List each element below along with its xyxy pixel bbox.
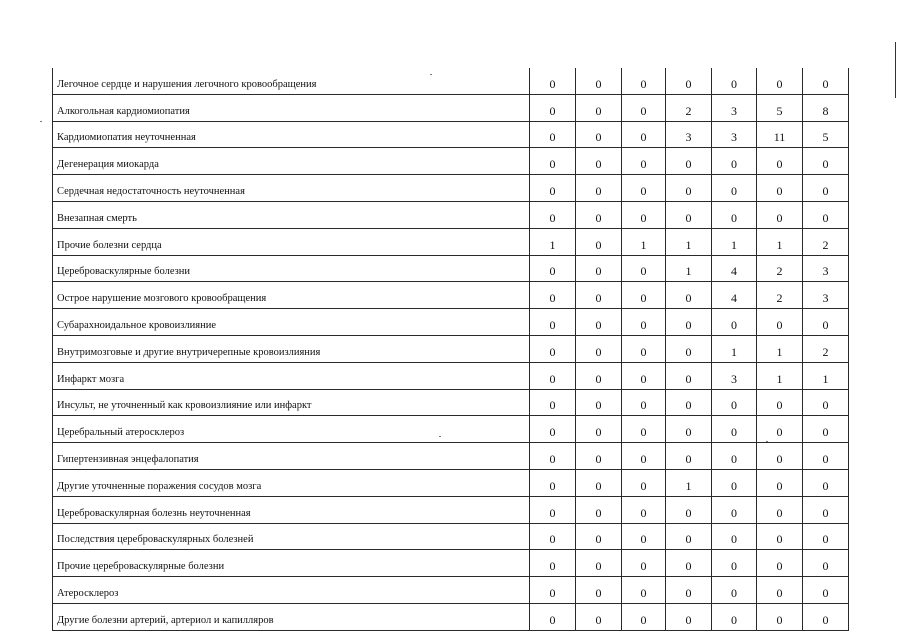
value-cell: 0 xyxy=(666,148,712,175)
value-cell: 0 xyxy=(576,309,622,336)
value-cell: 0 xyxy=(530,68,576,94)
row-label: Атеросклероз xyxy=(53,577,530,604)
value-cell: 0 xyxy=(666,335,712,362)
value-cell: 0 xyxy=(530,94,576,121)
value-cell: 0 xyxy=(757,389,803,416)
value-cell: 0 xyxy=(576,121,622,148)
value-cell: 1 xyxy=(712,228,757,255)
value-cell: 3 xyxy=(712,121,757,148)
scan-speck xyxy=(40,121,42,122)
row-label: Последствия цереброваскулярных болезней xyxy=(53,523,530,550)
value-cell: 1 xyxy=(666,228,712,255)
value-cell: 0 xyxy=(666,496,712,523)
value-cell: 0 xyxy=(530,523,576,550)
value-cell: 11 xyxy=(757,121,803,148)
table-row xyxy=(53,389,849,416)
value-cell: 0 xyxy=(622,550,666,577)
value-cell: 0 xyxy=(622,309,666,336)
value-cell: 3 xyxy=(712,362,757,389)
value-cell: 0 xyxy=(712,469,757,496)
margin-mark xyxy=(895,42,896,98)
table-row xyxy=(53,255,849,282)
value-cell: 2 xyxy=(803,335,849,362)
value-cell: 0 xyxy=(666,416,712,443)
value-cell: 3 xyxy=(712,94,757,121)
value-cell: 0 xyxy=(757,603,803,630)
value-cell: 0 xyxy=(576,550,622,577)
value-cell: 1 xyxy=(803,362,849,389)
row-label: Внезапная смерть xyxy=(53,201,530,228)
row-label: Цереброваскулярные болезни xyxy=(53,255,530,282)
table-row xyxy=(53,68,849,94)
value-cell: 0 xyxy=(666,201,712,228)
value-cell: 0 xyxy=(757,68,803,94)
value-cell: 0 xyxy=(576,389,622,416)
table-row xyxy=(53,550,849,577)
value-cell: 0 xyxy=(757,309,803,336)
value-cell: 0 xyxy=(803,416,849,443)
value-cell: 2 xyxy=(803,228,849,255)
value-cell: 4 xyxy=(712,255,757,282)
value-cell: 0 xyxy=(530,282,576,309)
value-cell: 0 xyxy=(803,443,849,470)
value-cell: 0 xyxy=(530,121,576,148)
table-row xyxy=(53,443,849,470)
value-cell: 0 xyxy=(803,389,849,416)
table-row xyxy=(53,175,849,202)
value-cell: 4 xyxy=(712,282,757,309)
row-label: Инфаркт мозга xyxy=(53,362,530,389)
value-cell: 0 xyxy=(757,496,803,523)
value-cell: 0 xyxy=(666,443,712,470)
value-cell: 5 xyxy=(803,121,849,148)
value-cell: 0 xyxy=(622,148,666,175)
table-row xyxy=(53,603,849,630)
value-cell: 0 xyxy=(622,282,666,309)
row-label: Дегенерация миокарда xyxy=(53,148,530,175)
value-cell: 0 xyxy=(622,603,666,630)
value-cell: 0 xyxy=(666,523,712,550)
value-cell: 0 xyxy=(576,94,622,121)
value-cell: 0 xyxy=(530,469,576,496)
table-row xyxy=(53,335,849,362)
value-cell: 0 xyxy=(576,416,622,443)
value-cell: 0 xyxy=(712,523,757,550)
value-cell: 0 xyxy=(757,148,803,175)
value-cell: 0 xyxy=(666,389,712,416)
value-cell: 0 xyxy=(622,416,666,443)
table-row xyxy=(53,228,849,255)
value-cell: 0 xyxy=(576,577,622,604)
value-cell: 1 xyxy=(757,362,803,389)
value-cell: 0 xyxy=(576,469,622,496)
value-cell: 1 xyxy=(757,228,803,255)
table-row xyxy=(53,523,849,550)
table-row xyxy=(53,309,849,336)
value-cell: 0 xyxy=(622,68,666,94)
value-cell: 0 xyxy=(530,175,576,202)
value-cell: 0 xyxy=(576,603,622,630)
mortality-table xyxy=(52,68,849,631)
value-cell: 0 xyxy=(712,201,757,228)
value-cell: 3 xyxy=(666,121,712,148)
value-cell: 0 xyxy=(576,228,622,255)
value-cell: 0 xyxy=(803,523,849,550)
row-label: Инсульт, не уточненный как кровоизлияние или инфаркт xyxy=(53,389,530,416)
value-cell: 0 xyxy=(576,148,622,175)
value-cell: 0 xyxy=(757,201,803,228)
value-cell: 1 xyxy=(622,228,666,255)
value-cell: 0 xyxy=(530,335,576,362)
value-cell: 2 xyxy=(757,282,803,309)
value-cell: 2 xyxy=(666,94,712,121)
value-cell: 0 xyxy=(622,577,666,604)
value-cell: 0 xyxy=(803,496,849,523)
table-row xyxy=(53,362,849,389)
value-cell: 1 xyxy=(666,255,712,282)
value-cell: 0 xyxy=(576,443,622,470)
value-cell: 0 xyxy=(530,148,576,175)
row-label: Сердечная недостаточность неуточненная xyxy=(53,175,530,202)
value-cell: 3 xyxy=(803,282,849,309)
value-cell: 0 xyxy=(757,523,803,550)
row-label: Легочное сердце и нарушения легочного кровообращения xyxy=(53,68,530,94)
table-body xyxy=(53,68,849,630)
value-cell: 1 xyxy=(757,335,803,362)
value-cell: 8 xyxy=(803,94,849,121)
table-row xyxy=(53,94,849,121)
value-cell: 5 xyxy=(757,94,803,121)
value-cell: 0 xyxy=(757,550,803,577)
value-cell: 0 xyxy=(666,282,712,309)
value-cell: 0 xyxy=(712,550,757,577)
value-cell: 0 xyxy=(622,469,666,496)
value-cell: 3 xyxy=(803,255,849,282)
value-cell: 0 xyxy=(530,362,576,389)
value-cell: 0 xyxy=(622,201,666,228)
table-row xyxy=(53,496,849,523)
value-cell: 0 xyxy=(666,550,712,577)
scan-speck xyxy=(439,436,441,437)
value-cell: 1 xyxy=(712,335,757,362)
row-label: Кардиомиопатия неуточненная xyxy=(53,121,530,148)
value-cell: 2 xyxy=(757,255,803,282)
table-row xyxy=(53,577,849,604)
value-cell: 0 xyxy=(530,309,576,336)
value-cell: 0 xyxy=(622,121,666,148)
value-cell: 0 xyxy=(530,201,576,228)
value-cell: 0 xyxy=(712,443,757,470)
value-cell: 0 xyxy=(803,68,849,94)
row-label: Алкогольная кардиомиопатия xyxy=(53,94,530,121)
value-cell: 0 xyxy=(666,175,712,202)
value-cell: 0 xyxy=(530,443,576,470)
row-label: Острое нарушение мозгового кровообращения xyxy=(53,282,530,309)
row-label: Внутримозговые и другие внутричерепные кровоизлияния xyxy=(53,335,530,362)
value-cell: 0 xyxy=(622,523,666,550)
value-cell: 0 xyxy=(712,309,757,336)
table-row xyxy=(53,201,849,228)
value-cell: 0 xyxy=(803,577,849,604)
value-cell: 0 xyxy=(803,148,849,175)
scan-speck xyxy=(430,74,432,75)
value-cell: 0 xyxy=(712,389,757,416)
value-cell: 0 xyxy=(530,389,576,416)
value-cell: 0 xyxy=(576,523,622,550)
value-cell: 0 xyxy=(757,175,803,202)
value-cell: 0 xyxy=(712,68,757,94)
value-cell: 0 xyxy=(576,496,622,523)
value-cell: 0 xyxy=(622,443,666,470)
value-cell: 0 xyxy=(530,255,576,282)
row-label: Другие болезни артерий, артериол и капилляров xyxy=(53,603,530,630)
value-cell: 0 xyxy=(757,469,803,496)
value-cell: 0 xyxy=(530,577,576,604)
table-row xyxy=(53,282,849,309)
table-row xyxy=(53,416,849,443)
row-label: Прочие болезни сердца xyxy=(53,228,530,255)
value-cell: 0 xyxy=(712,175,757,202)
value-cell: 0 xyxy=(576,335,622,362)
value-cell: 0 xyxy=(576,175,622,202)
table-row xyxy=(53,469,849,496)
value-cell: 1 xyxy=(666,469,712,496)
table-row xyxy=(53,121,849,148)
value-cell: 0 xyxy=(803,201,849,228)
table-row xyxy=(53,148,849,175)
row-label: Субарахноидальное кровоизлияние xyxy=(53,309,530,336)
value-cell: 0 xyxy=(530,550,576,577)
value-cell: 0 xyxy=(757,443,803,470)
value-cell: 0 xyxy=(576,201,622,228)
row-label: Гипертензивная энцефалопатия xyxy=(53,443,530,470)
value-cell: 0 xyxy=(712,148,757,175)
value-cell: 0 xyxy=(803,309,849,336)
value-cell: 0 xyxy=(803,469,849,496)
value-cell: 0 xyxy=(666,68,712,94)
value-cell: 0 xyxy=(622,255,666,282)
value-cell: 0 xyxy=(666,362,712,389)
value-cell: 0 xyxy=(666,603,712,630)
value-cell: 0 xyxy=(622,94,666,121)
value-cell: 0 xyxy=(712,577,757,604)
value-cell: 0 xyxy=(576,282,622,309)
value-cell: 0 xyxy=(803,603,849,630)
value-cell: 1 xyxy=(530,228,576,255)
value-cell: 0 xyxy=(712,603,757,630)
value-cell: 0 xyxy=(622,389,666,416)
row-label: Церебральный атеросклероз xyxy=(53,416,530,443)
value-cell: 0 xyxy=(803,550,849,577)
value-cell: 0 xyxy=(530,496,576,523)
value-cell: 0 xyxy=(530,416,576,443)
value-cell: 0 xyxy=(622,496,666,523)
value-cell: 0 xyxy=(576,68,622,94)
value-cell: 0 xyxy=(757,416,803,443)
value-cell: 0 xyxy=(803,175,849,202)
value-cell: 0 xyxy=(712,496,757,523)
value-cell: 0 xyxy=(576,362,622,389)
row-label: Прочие цереброваскулярные болезни xyxy=(53,550,530,577)
row-label: Другие уточненные поражения сосудов мозга xyxy=(53,469,530,496)
value-cell: 0 xyxy=(622,335,666,362)
value-cell: 0 xyxy=(622,175,666,202)
row-label: Цереброваскулярная болезнь неуточненная xyxy=(53,496,530,523)
value-cell: 0 xyxy=(622,362,666,389)
value-cell: 0 xyxy=(576,255,622,282)
value-cell: 0 xyxy=(666,577,712,604)
value-cell: 0 xyxy=(757,577,803,604)
value-cell: 0 xyxy=(666,309,712,336)
value-cell: 0 xyxy=(530,603,576,630)
value-cell: 0 xyxy=(712,416,757,443)
scan-speck xyxy=(766,441,768,442)
